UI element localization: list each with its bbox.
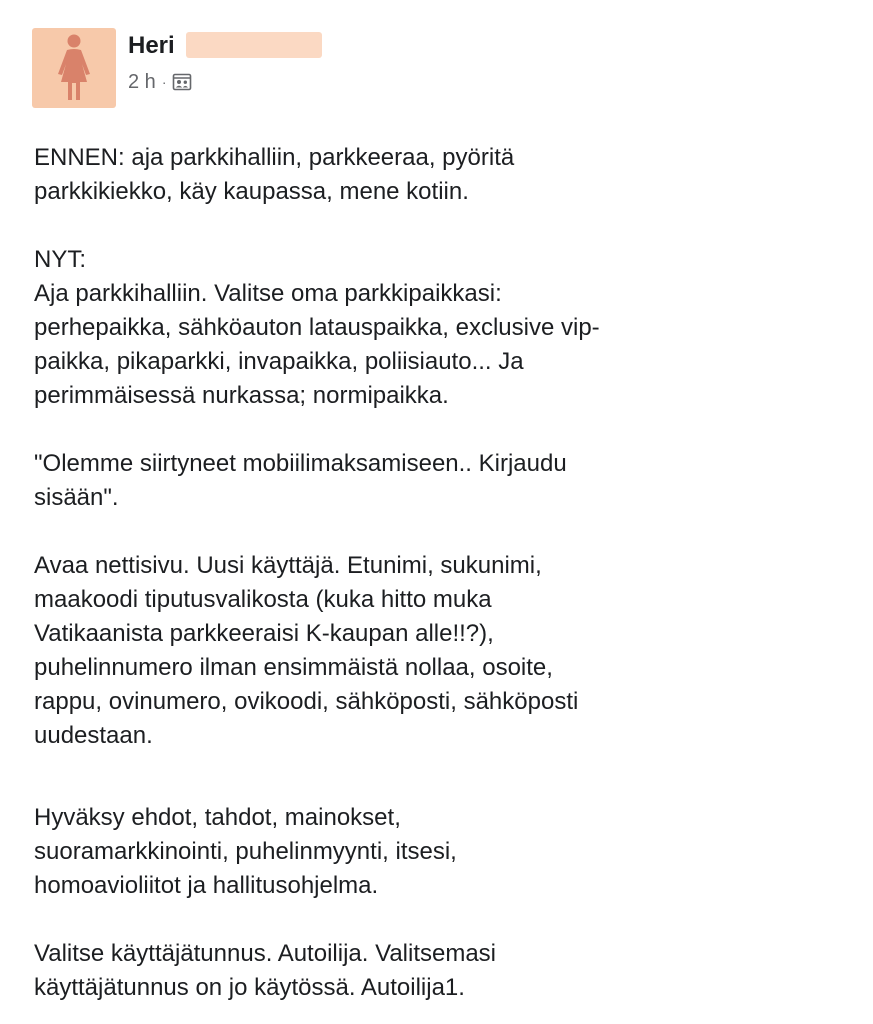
post-paragraph <box>34 801 834 903</box>
meta-separator: · <box>161 74 167 90</box>
text-line: parkkikiekko, käy kaupassa, mene kotiin. <box>34 178 469 205</box>
friends-icon[interactable] <box>172 72 192 92</box>
default-profile-female-icon <box>32 28 116 108</box>
post-paragraph <box>34 447 834 515</box>
text-line: rappu, ovinumero, ovikoodi, sähköposti, sähköposti <box>34 688 579 715</box>
author-name[interactable]: Heri <box>128 32 175 59</box>
text-line: ENNEN: aja parkkihalliin, parkkeeraa, pyöritä <box>34 144 515 171</box>
post-text <box>34 141 834 1005</box>
post-meta <box>128 69 192 95</box>
text-line: paikka, pikaparkki, invapaikka, poliisiauto... Ja <box>34 348 524 375</box>
post-paragraph <box>34 937 834 1005</box>
post-paragraph <box>34 141 834 209</box>
text-line: perimmäisessä nurkassa; normipaikka. <box>34 382 449 409</box>
text-line: puhelinnumero ilman ensimmäistä nollaa, osoite, <box>34 654 553 681</box>
text-line: homoavioliitot ja hallitusohjelma. <box>34 872 379 899</box>
text-line: Hyväksy ehdot, tahdot, mainokset, <box>34 804 401 831</box>
text-line: sisään". <box>34 484 119 511</box>
avatar[interactable] <box>32 28 116 108</box>
text-line: Valitse käyttäjätunnus. Autoilija. Valitsemasi <box>34 940 497 967</box>
text-line: Aja parkkihalliin. Valitse oma parkkipaikkasi: <box>34 280 502 307</box>
post-paragraph <box>34 243 834 413</box>
post-paragraph <box>34 549 834 753</box>
redacted-surname <box>186 32 322 58</box>
text-line: suoramarkkinointi, puhelinmyynti, itsesi, <box>34 838 457 865</box>
post-timestamp[interactable]: 2 h <box>128 70 156 93</box>
text-line: perhepaikka, sähköauton latauspaikka, exclusive vip- <box>34 314 600 341</box>
text-line: Vatikaanista parkkeeraisi K-kaupan alle!!?), <box>34 620 494 647</box>
text-line: maakoodi tiputusvalikosta (kuka hitto muka <box>34 586 492 613</box>
text-line: uudestaan. <box>34 722 153 749</box>
text-line: käyttäjätunnus on jo käytössä. Autoilija1. <box>34 974 465 1001</box>
text-line: Avaa nettisivu. Uusi käyttäjä. Etunimi, sukunimi, <box>34 552 542 579</box>
text-line: "Olemme siirtyneet mobiilimaksamiseen.. Kirjaudu <box>34 450 567 477</box>
text-line: NYT: <box>34 246 87 273</box>
